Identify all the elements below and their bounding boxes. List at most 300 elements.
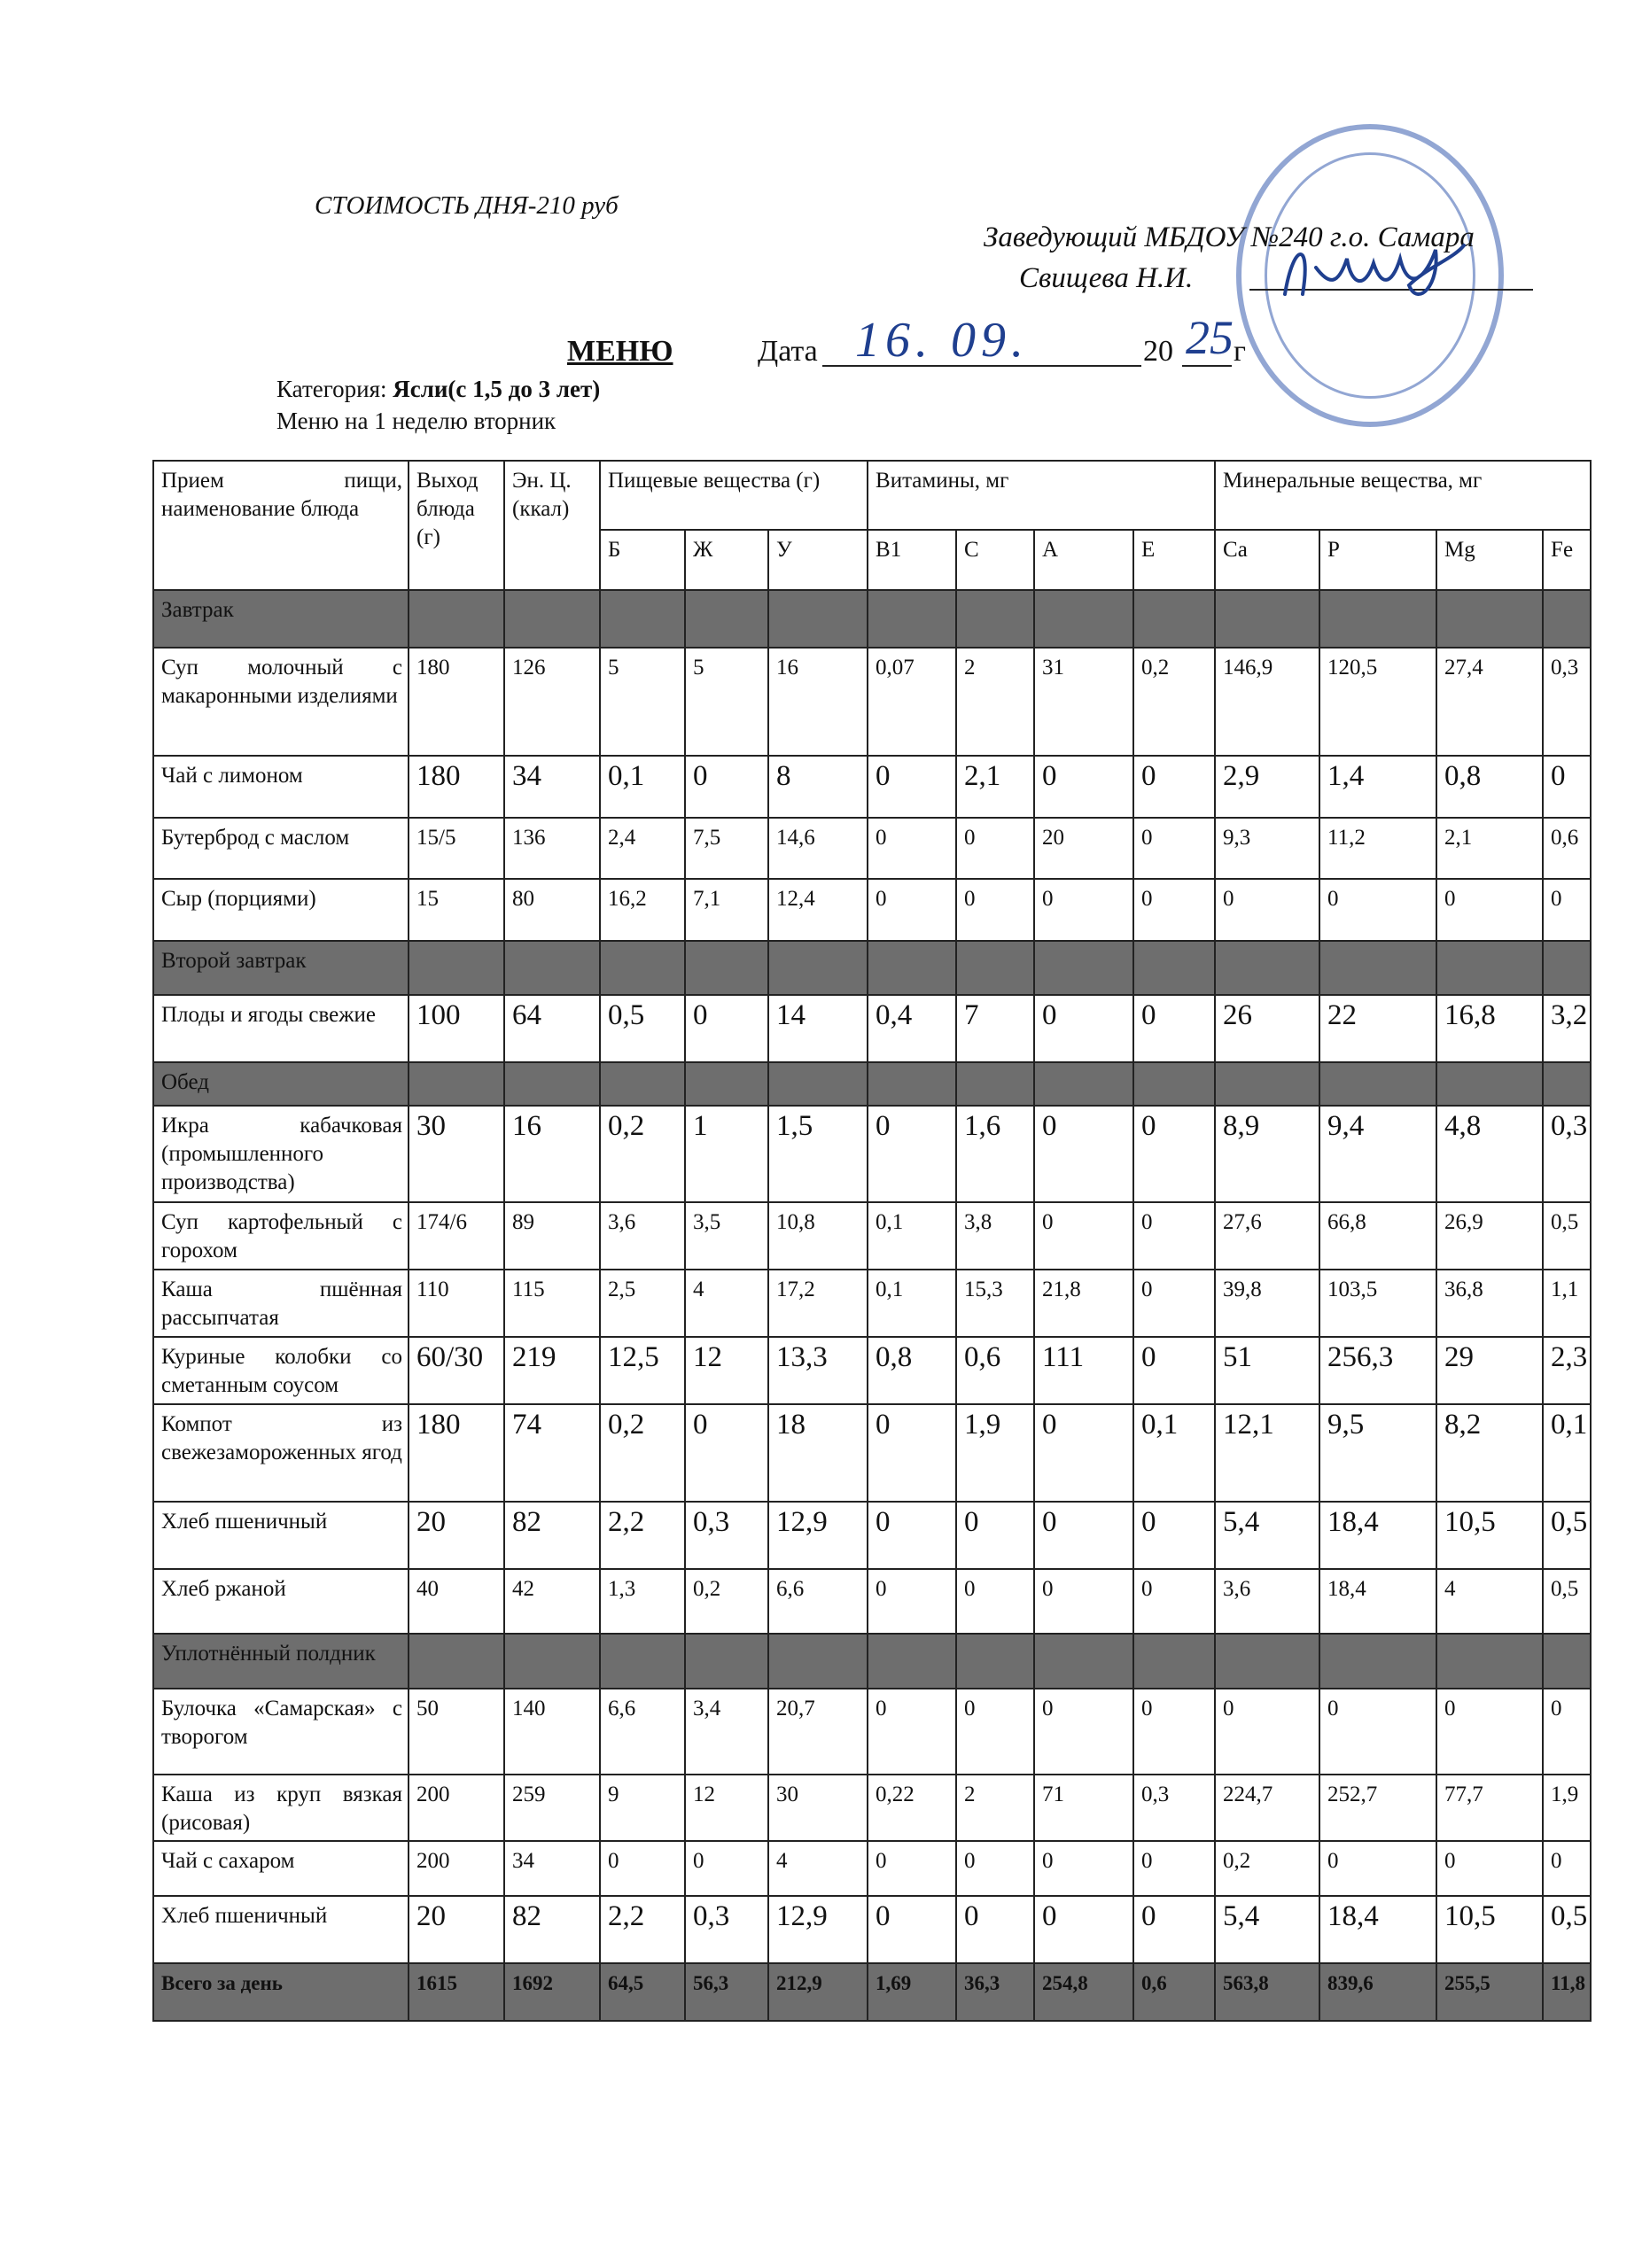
- value-cell: 1,4: [1319, 756, 1436, 818]
- section-cell: [1543, 1634, 1591, 1688]
- value-cell: 16: [768, 648, 868, 756]
- value-cell: 0,2: [600, 1106, 685, 1203]
- value-cell: 0,6: [1543, 818, 1591, 880]
- dish-name: Чай с сахаром: [153, 1841, 409, 1895]
- value-cell: 18,4: [1319, 1896, 1436, 1963]
- value-cell: 0,2: [600, 1404, 685, 1502]
- value-cell: 82: [504, 1896, 600, 1963]
- subheader-cell: Fe: [1543, 530, 1591, 589]
- value-cell: 16: [504, 1106, 600, 1203]
- value-cell: 14,6: [768, 818, 868, 880]
- value-cell: 252,7: [1319, 1775, 1436, 1842]
- value-cell: 30: [409, 1106, 504, 1203]
- value-cell: 34: [504, 1841, 600, 1895]
- value-cell: 1,1: [1543, 1270, 1591, 1337]
- value-cell: 0: [1319, 879, 1436, 941]
- value-cell: 219: [504, 1337, 600, 1404]
- section-cell: [956, 941, 1034, 995]
- value-cell: 0: [868, 818, 956, 880]
- value-cell: 0: [1034, 1569, 1133, 1635]
- section-cell: [768, 1634, 868, 1688]
- value-cell: 0: [1319, 1841, 1436, 1895]
- value-cell: 0,5: [1543, 1569, 1591, 1635]
- section-cell: [1319, 1634, 1436, 1688]
- signature-icon: [1276, 232, 1471, 312]
- value-cell: 1,3: [600, 1569, 685, 1635]
- value-cell: 1,5: [768, 1106, 868, 1203]
- menu-title: МЕНЮ: [567, 335, 673, 368]
- category-value: Ясли(с 1,5 до 3 лет): [393, 376, 601, 402]
- value-cell: 1,9: [956, 1404, 1034, 1502]
- value-cell: 0,1: [1133, 1404, 1215, 1502]
- category-label: Категория:: [276, 376, 393, 402]
- value-cell: 0: [1034, 1841, 1133, 1895]
- value-cell: 5: [600, 648, 685, 756]
- section-cell: [600, 941, 685, 995]
- section-cell: [1215, 1634, 1319, 1688]
- section-cell: [1034, 1634, 1133, 1688]
- value-cell: 140: [504, 1689, 600, 1775]
- table-row: [153, 1337, 1591, 1404]
- value-cell: 0,22: [868, 1775, 956, 1842]
- dish-name: Суп молочный с макаронными изделиями: [153, 648, 409, 756]
- section-cell: [1319, 941, 1436, 995]
- value-cell: 0: [868, 879, 956, 941]
- dish-name: Куриные колобки со сметанным соусом: [153, 1337, 409, 1404]
- section-cell: [768, 1062, 868, 1106]
- section-cell: [409, 1634, 504, 1688]
- value-cell: 27,4: [1436, 648, 1543, 756]
- dish-name: Всего за день: [153, 1963, 409, 2021]
- value-cell: 9,3: [1215, 818, 1319, 880]
- value-cell: 36,3: [956, 1963, 1034, 2021]
- section-label: Уплотнённый полдник: [153, 1634, 409, 1688]
- value-cell: 12,4: [768, 879, 868, 941]
- subheader-cell: Ж: [685, 530, 768, 589]
- dish-name: Хлеб пшеничный: [153, 1896, 409, 1963]
- value-cell: 2,3: [1543, 1337, 1591, 1404]
- value-cell: 7,5: [685, 818, 768, 880]
- value-cell: 0: [685, 1404, 768, 1502]
- subheader-cell: А: [1034, 530, 1133, 589]
- table-row: [153, 1896, 1591, 1963]
- value-cell: 51: [1215, 1337, 1319, 1404]
- header-name: Прием пищи, наименование блюда: [153, 461, 409, 590]
- section-cell: [1319, 1062, 1436, 1106]
- value-cell: 0: [1215, 879, 1319, 941]
- value-cell: 18: [768, 1404, 868, 1502]
- value-cell: 0,4: [868, 995, 956, 1062]
- value-cell: 64,5: [600, 1963, 685, 2021]
- section-cell: [1133, 1062, 1215, 1106]
- value-cell: 11,8: [1543, 1963, 1591, 2021]
- subheader-cell: Е: [1133, 530, 1215, 589]
- value-cell: 0: [868, 1896, 956, 1963]
- section-cell: [1436, 1634, 1543, 1688]
- section-row: [153, 1062, 1591, 1106]
- date-label: Дата: [758, 335, 818, 368]
- value-cell: 180: [409, 1404, 504, 1502]
- value-cell: 0: [600, 1841, 685, 1895]
- section-cell: [1215, 1062, 1319, 1106]
- value-cell: 5,4: [1215, 1896, 1319, 1963]
- dish-name: Бутерброд с маслом: [153, 818, 409, 880]
- section-label: Обед: [153, 1062, 409, 1106]
- value-cell: 20: [409, 1502, 504, 1569]
- value-cell: 200: [409, 1775, 504, 1842]
- value-cell: 1692: [504, 1963, 600, 2021]
- value-cell: 21,8: [1034, 1270, 1133, 1337]
- year-underline: [1182, 365, 1232, 367]
- value-cell: 136: [504, 818, 600, 880]
- value-cell: 0: [956, 1841, 1034, 1895]
- total-row: [153, 1963, 1591, 2021]
- value-cell: 0,1: [868, 1202, 956, 1270]
- value-cell: 2: [956, 648, 1034, 756]
- value-cell: 20,7: [768, 1689, 868, 1775]
- value-cell: 0,1: [1543, 1404, 1591, 1502]
- section-cell: [1215, 941, 1319, 995]
- value-cell: 0: [1034, 756, 1133, 818]
- value-cell: 2,9: [1215, 756, 1319, 818]
- section-cell: [868, 1062, 956, 1106]
- value-cell: 0: [956, 879, 1034, 941]
- value-cell: 0: [1133, 1502, 1215, 1569]
- value-cell: 18,4: [1319, 1502, 1436, 1569]
- value-cell: 0,6: [956, 1337, 1034, 1404]
- subheader-cell: С: [956, 530, 1034, 589]
- table-row: [153, 1689, 1591, 1775]
- value-cell: 80: [504, 879, 600, 941]
- value-cell: 71: [1034, 1775, 1133, 1842]
- value-cell: 0: [868, 1689, 956, 1775]
- value-cell: 14: [768, 995, 868, 1062]
- value-cell: 0,2: [1133, 648, 1215, 756]
- section-cell: [1436, 1062, 1543, 1106]
- value-cell: 34: [504, 756, 600, 818]
- value-cell: 4: [685, 1270, 768, 1337]
- value-cell: 0: [868, 1841, 956, 1895]
- value-cell: 0: [1133, 1106, 1215, 1203]
- value-cell: 0,3: [1543, 648, 1591, 756]
- section-cell: [685, 941, 768, 995]
- section-label: Завтрак: [153, 590, 409, 648]
- value-cell: 3,6: [600, 1202, 685, 1270]
- value-cell: 0: [1319, 1689, 1436, 1775]
- value-cell: 0: [1034, 995, 1133, 1062]
- section-cell: [504, 1634, 600, 1688]
- value-cell: 0: [1133, 756, 1215, 818]
- value-cell: 12: [685, 1775, 768, 1842]
- value-cell: 0: [1133, 1270, 1215, 1337]
- value-cell: 0,5: [1543, 1502, 1591, 1569]
- table-row: [153, 818, 1591, 880]
- value-cell: 0,07: [868, 648, 956, 756]
- section-cell: [504, 941, 600, 995]
- value-cell: 15,3: [956, 1270, 1034, 1337]
- value-cell: 0: [1133, 1689, 1215, 1775]
- section-cell: [685, 1062, 768, 1106]
- section-cell: [504, 590, 600, 648]
- value-cell: 259: [504, 1775, 600, 1842]
- value-cell: 0: [1543, 879, 1591, 941]
- value-cell: 74: [504, 1404, 600, 1502]
- section-cell: [1133, 590, 1215, 648]
- value-cell: 200: [409, 1841, 504, 1895]
- value-cell: 16,8: [1436, 995, 1543, 1062]
- value-cell: 8,9: [1215, 1106, 1319, 1203]
- section-cell: [1543, 590, 1591, 648]
- value-cell: 0: [1543, 756, 1591, 818]
- value-cell: 12,9: [768, 1502, 868, 1569]
- value-cell: 0: [1436, 879, 1543, 941]
- table-row: [153, 879, 1591, 941]
- dish-name: Суп картофельный с горохом: [153, 1202, 409, 1270]
- value-cell: 3,5: [685, 1202, 768, 1270]
- value-cell: 0: [1034, 1896, 1133, 1963]
- dish-name: Каша из круп вязкая (рисовая): [153, 1775, 409, 1842]
- value-cell: 36,8: [1436, 1270, 1543, 1337]
- value-cell: 30: [768, 1775, 868, 1842]
- table-row: [153, 1775, 1591, 1842]
- dish-name: Компот из свежезамороженных ягод: [153, 1404, 409, 1502]
- value-cell: 0: [956, 1502, 1034, 1569]
- dish-name: Икра кабачковая (промышленного производства): [153, 1106, 409, 1203]
- value-cell: 0: [1133, 1337, 1215, 1404]
- value-cell: 0: [868, 756, 956, 818]
- dish-name: Сыр (порциями): [153, 879, 409, 941]
- section-cell: [1133, 1634, 1215, 1688]
- section-cell: [868, 590, 956, 648]
- value-cell: 60/30: [409, 1337, 504, 1404]
- value-cell: 212,9: [768, 1963, 868, 2021]
- value-cell: 0: [1215, 1689, 1319, 1775]
- section-cell: [600, 1634, 685, 1688]
- value-cell: 0: [1133, 1841, 1215, 1895]
- year-prefix: 20: [1143, 335, 1173, 368]
- value-cell: 0: [1133, 818, 1215, 880]
- section-cell: [1436, 590, 1543, 648]
- value-cell: 3,6: [1215, 1569, 1319, 1635]
- value-cell: 0: [868, 1106, 956, 1203]
- value-cell: 7: [956, 995, 1034, 1062]
- value-cell: 0: [1034, 1689, 1133, 1775]
- value-cell: 89: [504, 1202, 600, 1270]
- value-cell: 0,8: [1436, 756, 1543, 818]
- value-cell: 0: [685, 995, 768, 1062]
- value-cell: 1,6: [956, 1106, 1034, 1203]
- value-cell: 146,9: [1215, 648, 1319, 756]
- value-cell: 9: [600, 1775, 685, 1842]
- dish-name: Булочка «Самарская» с творогом: [153, 1689, 409, 1775]
- value-cell: 6,6: [768, 1569, 868, 1635]
- value-cell: 224,7: [1215, 1775, 1319, 1842]
- value-cell: 0: [956, 818, 1034, 880]
- value-cell: 0,6: [1133, 1963, 1215, 2021]
- section-cell: [1034, 1062, 1133, 1106]
- value-cell: 0: [1034, 879, 1133, 941]
- value-cell: 20: [1034, 818, 1133, 880]
- value-cell: 2,4: [600, 818, 685, 880]
- value-cell: 2: [956, 1775, 1034, 1842]
- value-cell: 5: [685, 648, 768, 756]
- value-cell: 17,2: [768, 1270, 868, 1337]
- value-cell: 0,3: [685, 1896, 768, 1963]
- section-cell: [409, 590, 504, 648]
- section-cell: [1543, 1062, 1591, 1106]
- section-cell: [1133, 941, 1215, 995]
- section-row: [153, 1634, 1591, 1688]
- header-minerals: Минеральные вещества, мг: [1215, 461, 1591, 530]
- value-cell: 126: [504, 648, 600, 756]
- value-cell: 2,2: [600, 1896, 685, 1963]
- value-cell: 64: [504, 995, 600, 1062]
- value-cell: 0: [868, 1569, 956, 1635]
- section-cell: [768, 590, 868, 648]
- value-cell: 111: [1034, 1337, 1133, 1404]
- value-cell: 40: [409, 1569, 504, 1635]
- table-row: [153, 756, 1591, 818]
- subheader-cell: Б: [600, 530, 685, 589]
- table-row: [153, 1106, 1591, 1203]
- dish-name: Плоды и ягоды свежие: [153, 995, 409, 1062]
- value-cell: 0: [1133, 1569, 1215, 1635]
- value-cell: 120,5: [1319, 648, 1436, 756]
- menu-table: [152, 460, 1592, 2022]
- value-cell: 27,6: [1215, 1202, 1319, 1270]
- value-cell: 0: [1133, 879, 1215, 941]
- value-cell: 13,3: [768, 1337, 868, 1404]
- value-cell: 180: [409, 756, 504, 818]
- value-cell: 839,6: [1319, 1963, 1436, 2021]
- value-cell: 56,3: [685, 1963, 768, 2021]
- subheader-cell: У: [768, 530, 868, 589]
- value-cell: 20: [409, 1896, 504, 1963]
- table-row: [153, 1404, 1591, 1502]
- section-cell: [685, 1634, 768, 1688]
- value-cell: 0: [1543, 1689, 1591, 1775]
- date-value: 16. 09.: [855, 313, 1029, 368]
- value-cell: 3,2: [1543, 995, 1591, 1062]
- value-cell: 12,5: [600, 1337, 685, 1404]
- value-cell: 0: [1034, 1404, 1133, 1502]
- value-cell: 29: [1436, 1337, 1543, 1404]
- section-cell: [956, 590, 1034, 648]
- value-cell: 0: [1436, 1689, 1543, 1775]
- dish-name: Каша пшённая рассыпчатая: [153, 1270, 409, 1337]
- value-cell: 2,5: [600, 1270, 685, 1337]
- value-cell: 10,8: [768, 1202, 868, 1270]
- dish-name: Чай с лимоном: [153, 756, 409, 818]
- dish-name: Хлеб пшеничный: [153, 1502, 409, 1569]
- value-cell: 8,2: [1436, 1404, 1543, 1502]
- section-cell: [1034, 590, 1133, 648]
- table-row: [153, 1502, 1591, 1569]
- section-cell: [1215, 590, 1319, 648]
- day-cost: СТОИМОСТЬ ДНЯ-210 руб: [315, 191, 619, 220]
- value-cell: 82: [504, 1502, 600, 1569]
- value-cell: 0: [1436, 1841, 1543, 1895]
- value-cell: 0: [1034, 1502, 1133, 1569]
- value-cell: 11,2: [1319, 818, 1436, 880]
- header-nutrients: Пищевые вещества (г): [600, 461, 868, 530]
- value-cell: 563,8: [1215, 1963, 1319, 2021]
- value-cell: 180: [409, 648, 504, 756]
- value-cell: 0,5: [600, 995, 685, 1062]
- value-cell: 5,4: [1215, 1502, 1319, 1569]
- year-suffix: г: [1234, 335, 1246, 368]
- value-cell: 26: [1215, 995, 1319, 1062]
- table-row: [153, 1202, 1591, 1270]
- director-line: Заведующий МБДОУ №240 г.о. Самара: [984, 221, 1475, 253]
- value-cell: 42: [504, 1569, 600, 1635]
- value-cell: 254,8: [1034, 1963, 1133, 2021]
- section-cell: [868, 1634, 956, 1688]
- section-cell: [600, 1062, 685, 1106]
- value-cell: 0,5: [1543, 1896, 1591, 1963]
- section-cell: [504, 1062, 600, 1106]
- value-cell: 0: [1034, 1202, 1133, 1270]
- subheader-cell: Р: [1319, 530, 1436, 589]
- value-cell: 4: [768, 1841, 868, 1895]
- value-cell: 0,1: [600, 756, 685, 818]
- section-label: Второй завтрак: [153, 941, 409, 995]
- value-cell: 12,9: [768, 1896, 868, 1963]
- value-cell: 100: [409, 995, 504, 1062]
- section-cell: [768, 941, 868, 995]
- value-cell: 0: [1133, 1202, 1215, 1270]
- value-cell: 2,2: [600, 1502, 685, 1569]
- value-cell: 2,1: [956, 756, 1034, 818]
- value-cell: 103,5: [1319, 1270, 1436, 1337]
- value-cell: 0: [956, 1689, 1034, 1775]
- section-cell: [409, 1062, 504, 1106]
- value-cell: 22: [1319, 995, 1436, 1062]
- director-name: Свищева Н.И.: [1019, 262, 1194, 294]
- table-row: [153, 1841, 1591, 1895]
- value-cell: 4,8: [1436, 1106, 1543, 1203]
- subheader-cell: В1: [868, 530, 956, 589]
- header-energy: Эн. Ц. (ккал): [504, 461, 600, 590]
- section-cell: [1543, 941, 1591, 995]
- value-cell: 9,4: [1319, 1106, 1436, 1203]
- value-cell: 15: [409, 879, 504, 941]
- category: [276, 376, 600, 403]
- section-cell: [1034, 941, 1133, 995]
- value-cell: 0: [1133, 1896, 1215, 1963]
- value-cell: 15/5: [409, 818, 504, 880]
- value-cell: 66,8: [1319, 1202, 1436, 1270]
- value-cell: 8: [768, 756, 868, 818]
- value-cell: 0: [685, 1841, 768, 1895]
- section-cell: [956, 1634, 1034, 1688]
- value-cell: 0,3: [1543, 1106, 1591, 1203]
- value-cell: 10,5: [1436, 1502, 1543, 1569]
- section-cell: [956, 1062, 1034, 1106]
- value-cell: 115: [504, 1270, 600, 1337]
- value-cell: 1: [685, 1106, 768, 1203]
- value-cell: 4: [1436, 1569, 1543, 1635]
- subheader-cell: Са: [1215, 530, 1319, 589]
- value-cell: 1615: [409, 1963, 504, 2021]
- section-cell: [685, 590, 768, 648]
- value-cell: 1,9: [1543, 1775, 1591, 1842]
- year-value: 25: [1186, 311, 1234, 364]
- value-cell: 10,5: [1436, 1896, 1543, 1963]
- value-cell: 0: [868, 1404, 956, 1502]
- table-row: [153, 1569, 1591, 1635]
- header-yield: Выход блюда (г): [409, 461, 504, 590]
